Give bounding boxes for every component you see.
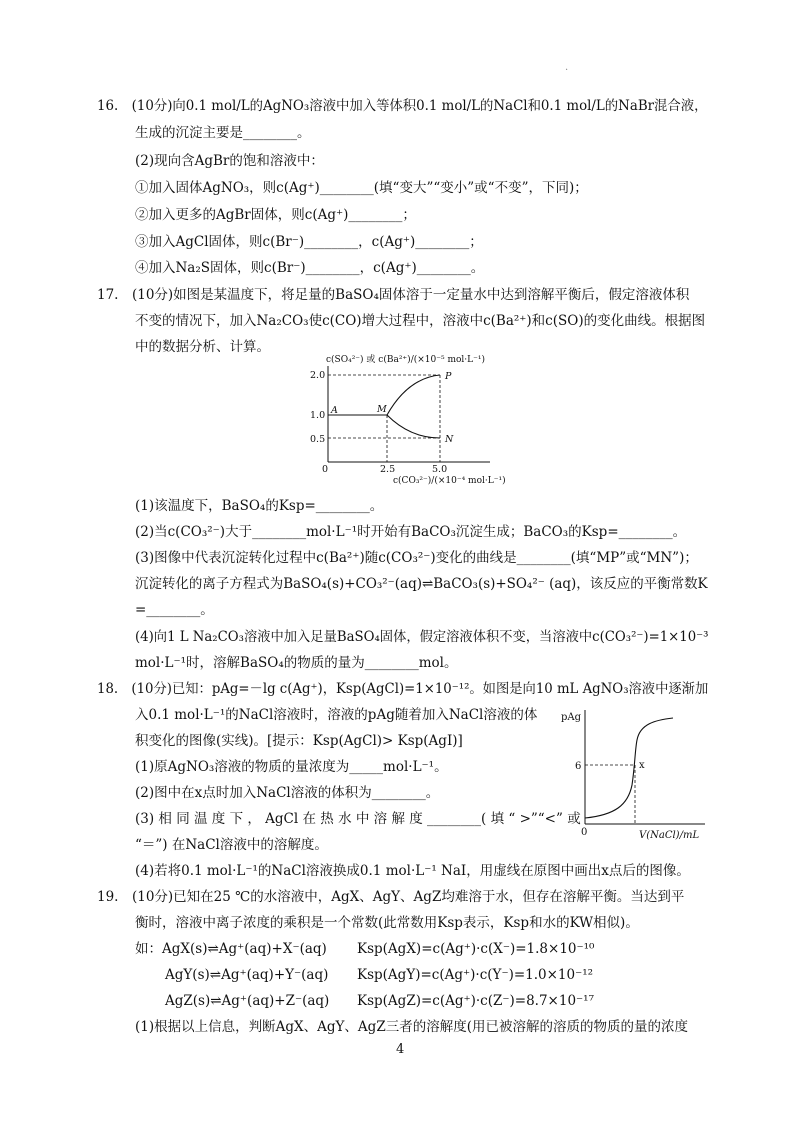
q17-sub-1: (1)该温度下，BaSO₄的Ksp=________。 [135, 498, 384, 514]
q16-line-4: ①加入固体AgNO₃，则c(Ag⁺)________(填“变大”“变小”或“不变”，下同)； [135, 180, 588, 196]
q17-sub-4a: (4)向1 L Na₂CO₃溶液中加入足量BaSO₄固体，假定溶液体积不变，当溶液中c(CO₃²⁻)=1×10⁻³ [135, 629, 709, 645]
q19-line-2: 衡时，溶液中离子浓度的乘积是一个常数(此常数用Ksp表示，Ksp和水的KW相似)。 [135, 915, 639, 931]
q18-sub-1: (1)原AgNO₃溶液的物质的量浓度为_____mol·L⁻¹。 [135, 759, 448, 775]
q16-line-5: ②加入更多的AgBr固体，则c(Ag⁺)________； [135, 207, 416, 223]
q18-sub-3a: (3) 相 同 温 度 下 ， AgCl 在 热 水 中 溶 解 度 ________( 填 “ >”“<” 或 [135, 811, 581, 827]
q19-line-3: (1)根据以上信息，判断AgX、AgY、AgZ三者的溶解度(用已被溶解的溶质的物质的量的浓度 [135, 1019, 688, 1035]
q17-graph-xlabel: c(CO₃²⁻)/(×10⁻⁴ mol·L⁻¹) [393, 476, 506, 486]
q16-line-2: 生成的沉淀主要是________。 [135, 125, 311, 141]
q17-ytick-05: 0.5 [310, 434, 326, 445]
q17-line-2: 不变的情况下，加入Na₂CO₃使c(CO)增大过程中，溶液中c(Ba²⁺)和c(SO)的变化曲线。根据图 [135, 313, 706, 329]
q17-line-3: 中的数据分析、计算。 [135, 339, 270, 355]
q17-graph [300, 350, 540, 490]
q16-line-1: 16. (10分)向0.1 mol/L的AgNO₃溶液中加入等体积0.1 mol/L的NaCl和0.1 mol/L的NaBr混合液， [97, 98, 708, 114]
q19-eq-3a: AgZ(s)⇌Ag⁺(aq)+Z⁻(aq) [165, 993, 330, 1009]
q17-xtick-5: 5.0 [432, 464, 448, 475]
q17-point-a: A [331, 405, 338, 416]
q17-xtick-25: 2.5 [380, 464, 396, 475]
q17-point-n: N [445, 434, 454, 445]
page-number: 4 [396, 1042, 405, 1057]
q19-eq-2a: AgY(s)⇌Ag⁺(aq)+Y⁻(aq) [165, 967, 329, 983]
q18-sub-3b: “＝”) 在NaCl溶液中的溶解度。 [135, 837, 328, 853]
q18-line-3: 积变化的图像(实线)。[提示：Ksp(AgCl)> Ksp(AgI)] [135, 733, 463, 749]
q17-point-p: P [445, 371, 452, 382]
q19-line-1: 19. (10分)已知在25 ℃的水溶液中，AgX、AgY、AgZ均难溶于水，但存在溶解平衡。当达到平 [97, 889, 685, 905]
q18-ytick-6: 6 [575, 761, 582, 772]
q19-eq-1a: 如：AgX(s)⇌Ag⁺(aq)+X⁻(aq) [135, 941, 327, 957]
q17-origin: 0 [322, 464, 329, 475]
q17-line-1: 17. (10分)如图是某温度下，将足量的BaSO₄固体溶于一定量水中达到溶解平衡后，假定溶液体积 [97, 287, 690, 303]
q18-line-1: 18. (10分)已知：pAg=－lg c(Ag⁺)，Ksp(AgCl)=1×10⁻¹²。如图是向10 mL AgNO₃溶液中逐渐加 [97, 681, 709, 697]
q16-line-7: ④加入Na₂S固体，则c(Br⁻)________，c(Ag⁺)________。 [135, 260, 485, 276]
q19-eq-3b: Ksp(AgZ)=c(Ag⁺)·c(Z⁻)=8.7×10⁻¹⁷ [357, 993, 594, 1009]
q19-eq-1b: Ksp(AgX)=c(Ag⁺)·c(X⁻)=1.8×10⁻¹⁰ [357, 941, 595, 957]
q18-origin: 0 [581, 827, 588, 838]
q17-ytick-2: 2.0 [310, 370, 326, 381]
q18-graph-ylabel: pAg [561, 712, 582, 723]
q17-sub-4b: mol·L⁻¹时，溶解BaSO₄的物质的量为________mol。 [135, 655, 458, 671]
q18-graph [555, 700, 715, 850]
q18-sub-4: (4)若将0.1 mol·L⁻¹的NaCl溶液换成0.1 mol·L⁻¹ NaI，用虚线在原图中画出x点后的图像。 [135, 863, 690, 879]
q18-line-2: 入0.1 mol·L⁻¹的NaCl溶液时，溶液的pAg随着加入NaCl溶液的体 [135, 707, 538, 723]
q17-ytick-1: 1.0 [310, 410, 326, 421]
q18-point-x: x [639, 760, 645, 771]
q18-graph-xlabel: V(NaCl)/mL [639, 830, 700, 841]
q17-graph-ylabel: c(SO₄²⁻) 或 c(Ba²⁺)/(×10⁻⁵ mol·L⁻¹) [326, 355, 485, 365]
q17-sub-3a: (3)图像中代表沉淀转化过程中c(Ba²⁺)随c(CO₃²⁻)变化的曲线是________(填“MP”或“MN”)； [135, 550, 698, 566]
page-dot: . [565, 62, 569, 73]
q17-sub-3c: =________。 [135, 602, 214, 618]
q19-eq-2b: Ksp(AgY)=c(Ag⁺)·c(Y⁻)=1.0×10⁻¹² [357, 967, 594, 983]
q17-sub-2: (2)当c(CO₃²⁻)大于________mol·L⁻¹时开始有BaCO₃沉淀生成；BaCO₃的Ksp=________。 [135, 524, 687, 540]
q16-line-3: (2)现向含AgBr的饱和溶液中： [135, 153, 324, 169]
q16-line-6: ③加入AgCl固体，则c(Br⁻)________，c(Ag⁺)________； [135, 234, 483, 250]
q18-sub-2: (2)图中在x点时加入NaCl溶液的体积为________。 [135, 785, 440, 801]
q17-point-m: M [377, 404, 387, 415]
q17-sub-3b: 沉淀转化的离子方程式为BaSO₄(s)+CO₃²⁻(aq)⇌BaCO₃(s)+SO₄²⁻ (aq)，该反应的平衡常数K [135, 576, 708, 592]
